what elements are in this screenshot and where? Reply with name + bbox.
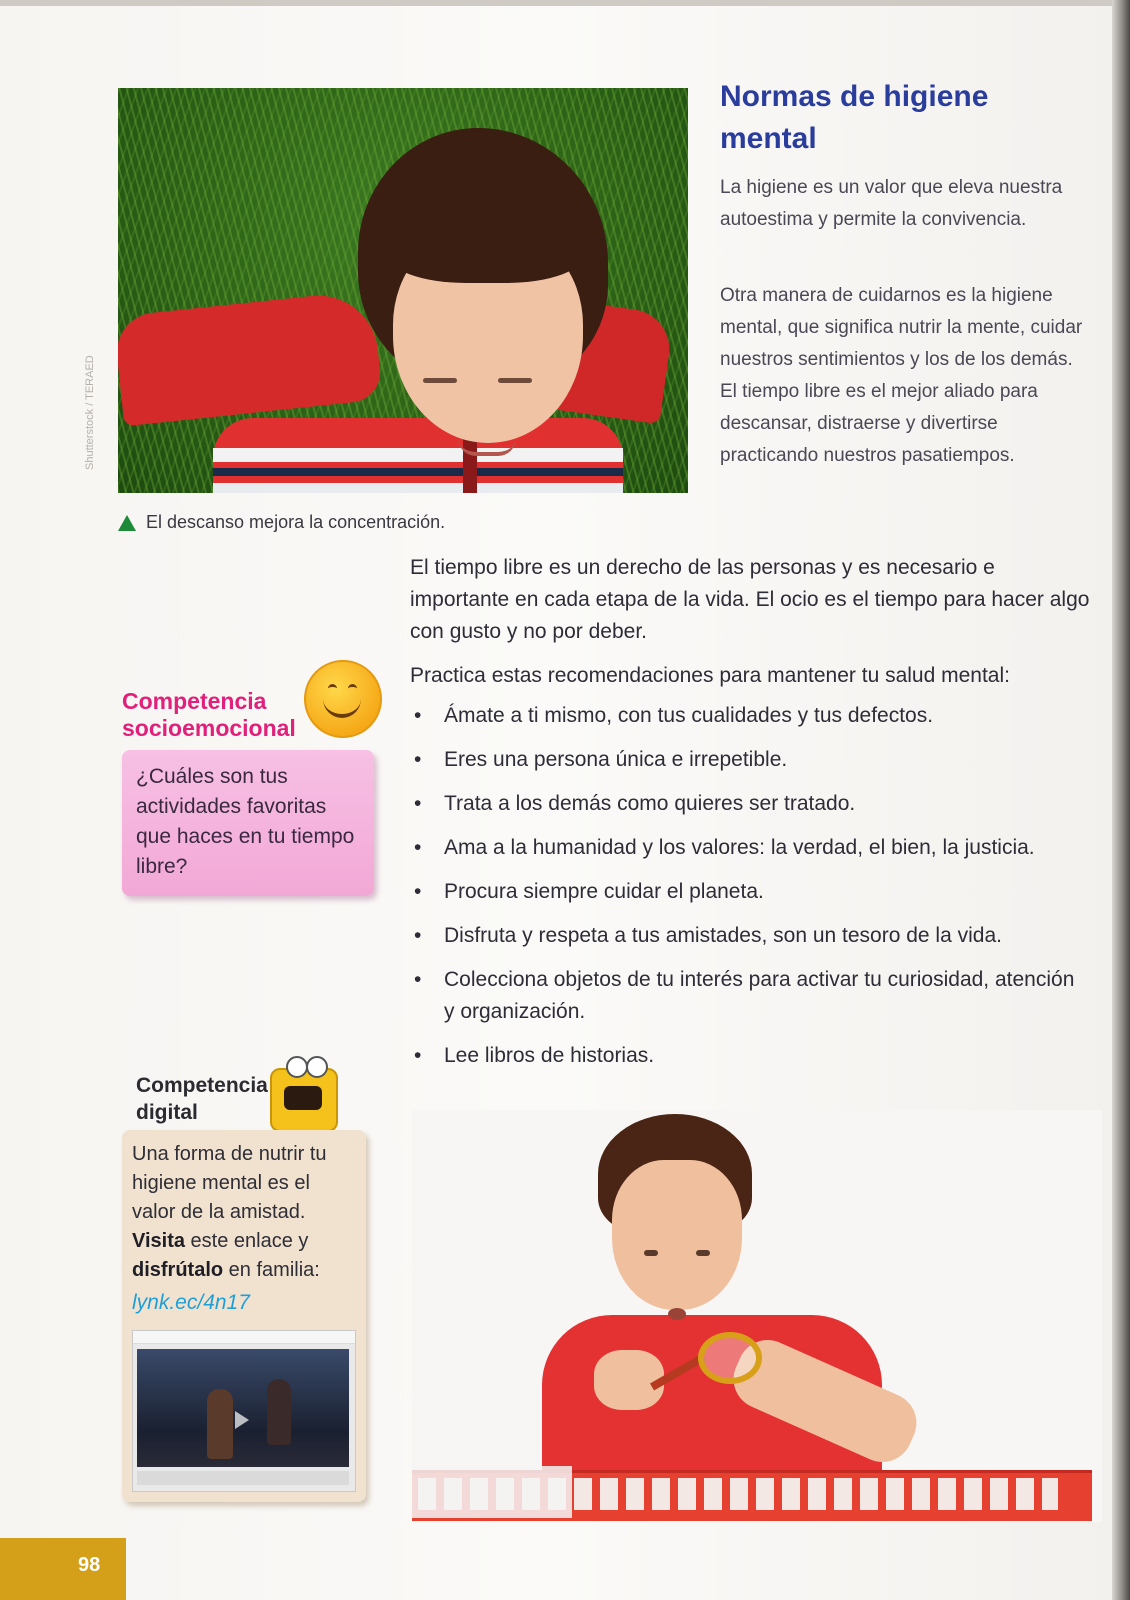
body-paragraph-1: El tiempo libre es un derecho de las personas y es necesario e importante en cada etapa de la vida. El ocio es el tiempo para hacer algo con gusto y no por deber.	[410, 556, 1090, 643]
photo-boy-with-magnifier	[412, 1110, 1102, 1522]
bullet-icon: •	[414, 704, 422, 727]
page-number-tab	[0, 1538, 126, 1600]
photo-credit: Shutterstock / TERAED	[84, 355, 96, 470]
section-title: Normas de higiene mental	[720, 80, 989, 155]
list-item: • Colecciona objetos de tu interés para activar tu curiosidad, atención y organización.	[410, 964, 1090, 1028]
robot-icon	[270, 1068, 338, 1132]
digital-box	[122, 1130, 366, 1502]
list-item: • Disfruta y respeta a tus amistades, son un tesoro de la vida.	[410, 920, 1090, 952]
bullet-icon: •	[414, 1044, 422, 1067]
digital-link[interactable]: lynk.ec/4n17	[132, 1291, 250, 1314]
list-item: • Trata a los demás como quieres ser tratado.	[410, 788, 1090, 820]
list-item: • Lee libros de historias.	[410, 1040, 1090, 1072]
socio-question: ¿Cuáles son tus actividades favoritas que haces en tu tiempo libre?	[136, 765, 355, 878]
socio-question-box	[122, 750, 374, 896]
page-edge	[1112, 0, 1130, 1600]
bullet-icon: •	[414, 968, 422, 991]
smiley-icon	[304, 660, 382, 738]
digital-text: Una forma de nutrir tu higiene mental es el valor de la amistad. Visita este enlace y disfrútalo en familia:	[132, 1143, 327, 1281]
intro-paragraph-2: Otra manera de cuidarnos es la higiene mental, que significa nutrir la mente, cuidar nuestros sentimientos y los de los demás. El tiempo libre es el mejor aliado para descansar, distraerse y divertirse practicando nuestros pasatiempos.	[720, 285, 1083, 466]
bullet-icon: •	[414, 836, 422, 859]
top-strip	[0, 0, 1112, 6]
list-item: • Ama a la humanidad y los valores: la verdad, el bien, la justicia.	[410, 832, 1090, 864]
photo-caption-text: El descanso mejora la concentración.	[146, 512, 446, 532]
play-icon[interactable]	[235, 1411, 249, 1429]
photo-boy-resting-on-grass	[118, 88, 688, 493]
bullet-icon: •	[414, 792, 422, 815]
bullet-icon: •	[414, 880, 422, 903]
list-item: • Ámate a ti mismo, con tus cualidades y tus defectos.	[410, 700, 1090, 732]
digital-title: Competencia digital	[136, 1074, 268, 1124]
page-number: 98	[78, 1554, 101, 1576]
video-thumbnail[interactable]	[132, 1330, 356, 1492]
socio-title: Competencia socioemocional	[122, 688, 296, 741]
bullet-icon: •	[414, 924, 422, 947]
list-item: • Procura siempre cuidar el planeta.	[410, 876, 1090, 908]
photo-caption	[118, 512, 445, 533]
triangle-icon	[118, 515, 136, 531]
list-item: • Eres una persona única e irrepetible.	[410, 744, 1090, 776]
intro-paragraph-1: La higiene es un valor que eleva nuestra autoestima y permite la convivencia.	[720, 177, 1063, 230]
body-paragraph-2: Practica estas recomendaciones para mantener tu salud mental:	[410, 664, 1010, 687]
bullet-icon: •	[414, 748, 422, 771]
recommendations-list	[410, 700, 1090, 1084]
